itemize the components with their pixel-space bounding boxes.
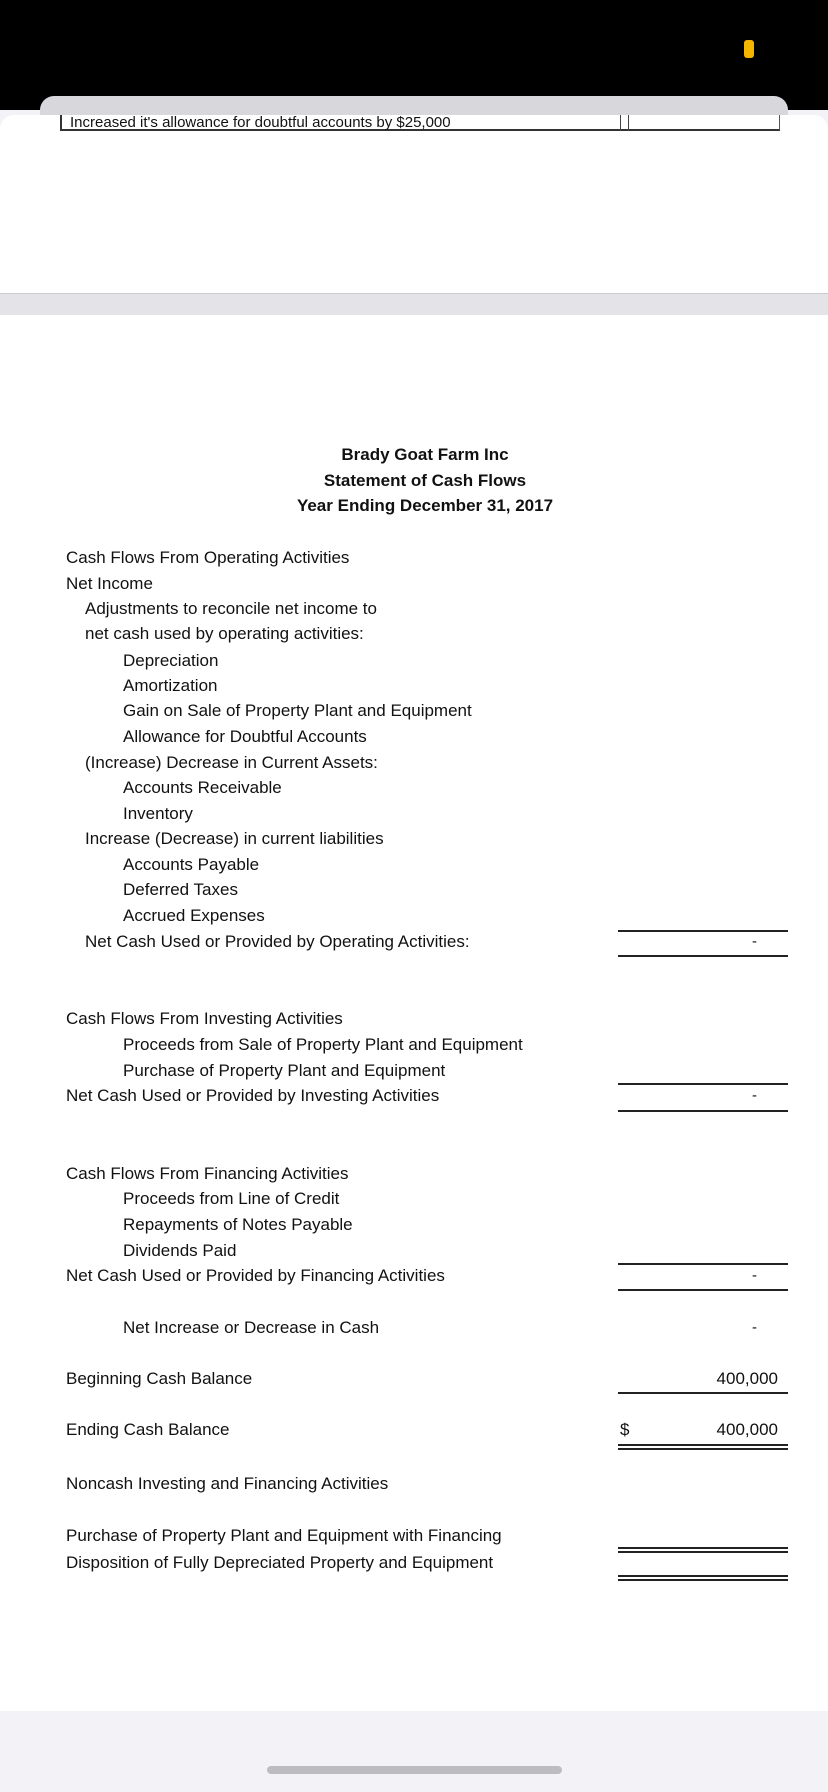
statement-period: Year Ending December 31, 2017	[296, 496, 554, 515]
depreciation-label: Depreciation	[123, 651, 219, 670]
noncash-disposition-label: Disposition of Fully Depreciated Property and Equipment	[66, 1553, 494, 1572]
noncash-heading: Noncash Investing and Financing Activities	[66, 1474, 389, 1493]
rule	[618, 1392, 788, 1394]
status-bar	[0, 0, 828, 110]
investing-net-label: Net Cash Used or Provided by Investing Activities	[66, 1086, 440, 1105]
rule	[618, 1263, 788, 1265]
inventory-label: Inventory	[123, 804, 193, 823]
cell-divider	[620, 115, 621, 131]
financing-heading: Cash Flows From Financing Activities	[66, 1164, 349, 1183]
battery-icon	[744, 40, 754, 58]
accounts-payable-label: Accounts Payable	[123, 855, 260, 874]
rule	[618, 1579, 788, 1581]
line-of-credit-label: Proceeds from Line of Credit	[123, 1189, 340, 1208]
adjustments-label-1: Adjustments to reconcile net income to	[85, 599, 377, 618]
adjustments-label-2: net cash used by operating activities:	[85, 624, 364, 643]
investing-proceeds-label: Proceeds from Sale of Property Plant and Equipment	[123, 1035, 523, 1054]
previous-image-card	[0, 115, 828, 293]
rule	[618, 1551, 788, 1553]
operating-heading: Cash Flows From Operating Activities	[66, 548, 350, 567]
net-income-label: Net Income	[66, 574, 153, 593]
ending-cash-currency: $	[620, 1420, 630, 1439]
accrued-expenses-label: Accrued Expenses	[123, 906, 265, 925]
rule	[618, 930, 788, 932]
amortization-label: Amortization	[123, 676, 218, 695]
net-change-label: Net Increase or Decrease in Cash	[123, 1318, 380, 1337]
accounts-receivable-label: Accounts Receivable	[123, 778, 282, 797]
noncash-purchase-label: Purchase of Property Plant and Equipment with Financing	[66, 1526, 502, 1545]
financing-net-value: -	[752, 1267, 757, 1284]
home-indicator[interactable]	[267, 1766, 562, 1774]
operating-net-label: Net Cash Used or Provided by Operating Activities:	[85, 932, 470, 951]
rule	[618, 1083, 788, 1085]
beginning-cash-label: Beginning Cash Balance	[66, 1369, 253, 1388]
net-change-value: -	[752, 1319, 757, 1336]
rule	[618, 1575, 788, 1577]
rule	[618, 1444, 788, 1446]
statement-title: Statement of Cash Flows	[323, 471, 527, 490]
repayments-label: Repayments of Notes Payable	[123, 1215, 353, 1234]
gain-on-sale-label: Gain on Sale of Property Plant and Equipment	[123, 701, 472, 720]
financing-net-label: Net Cash Used or Provided by Financing Activities	[66, 1266, 445, 1285]
image-separator	[0, 293, 828, 317]
cash-flow-statement	[0, 315, 828, 1711]
investing-heading: Cash Flows From Investing Activities	[66, 1009, 343, 1028]
operating-net-value: -	[752, 933, 757, 950]
rule	[618, 955, 788, 957]
current-assets-heading: (Increase) Decrease in Current Assets:	[85, 753, 378, 772]
current-liabilities-heading: Increase (Decrease) in current liabilities	[85, 829, 384, 848]
rule	[618, 1289, 788, 1291]
rule	[618, 1110, 788, 1112]
rule	[618, 1448, 788, 1450]
company-name: Brady Goat Farm Inc	[341, 445, 509, 464]
investing-purchase-label: Purchase of Property Plant and Equipment	[123, 1061, 446, 1080]
ending-cash-value: 400,000	[716, 1420, 778, 1439]
beginning-cash-value: 400,000	[716, 1369, 778, 1388]
rule	[618, 1547, 788, 1549]
cell-divider	[628, 115, 629, 131]
ending-cash-label: Ending Cash Balance	[66, 1420, 230, 1439]
allowance-label: Allowance for Doubtful Accounts	[123, 727, 367, 746]
investing-net-value: -	[752, 1087, 757, 1104]
dividends-label: Dividends Paid	[123, 1241, 237, 1260]
deferred-taxes-label: Deferred Taxes	[123, 880, 238, 899]
problem-note-strip: Increased it's allowance for doubtful accounts by $25,000	[60, 115, 780, 131]
